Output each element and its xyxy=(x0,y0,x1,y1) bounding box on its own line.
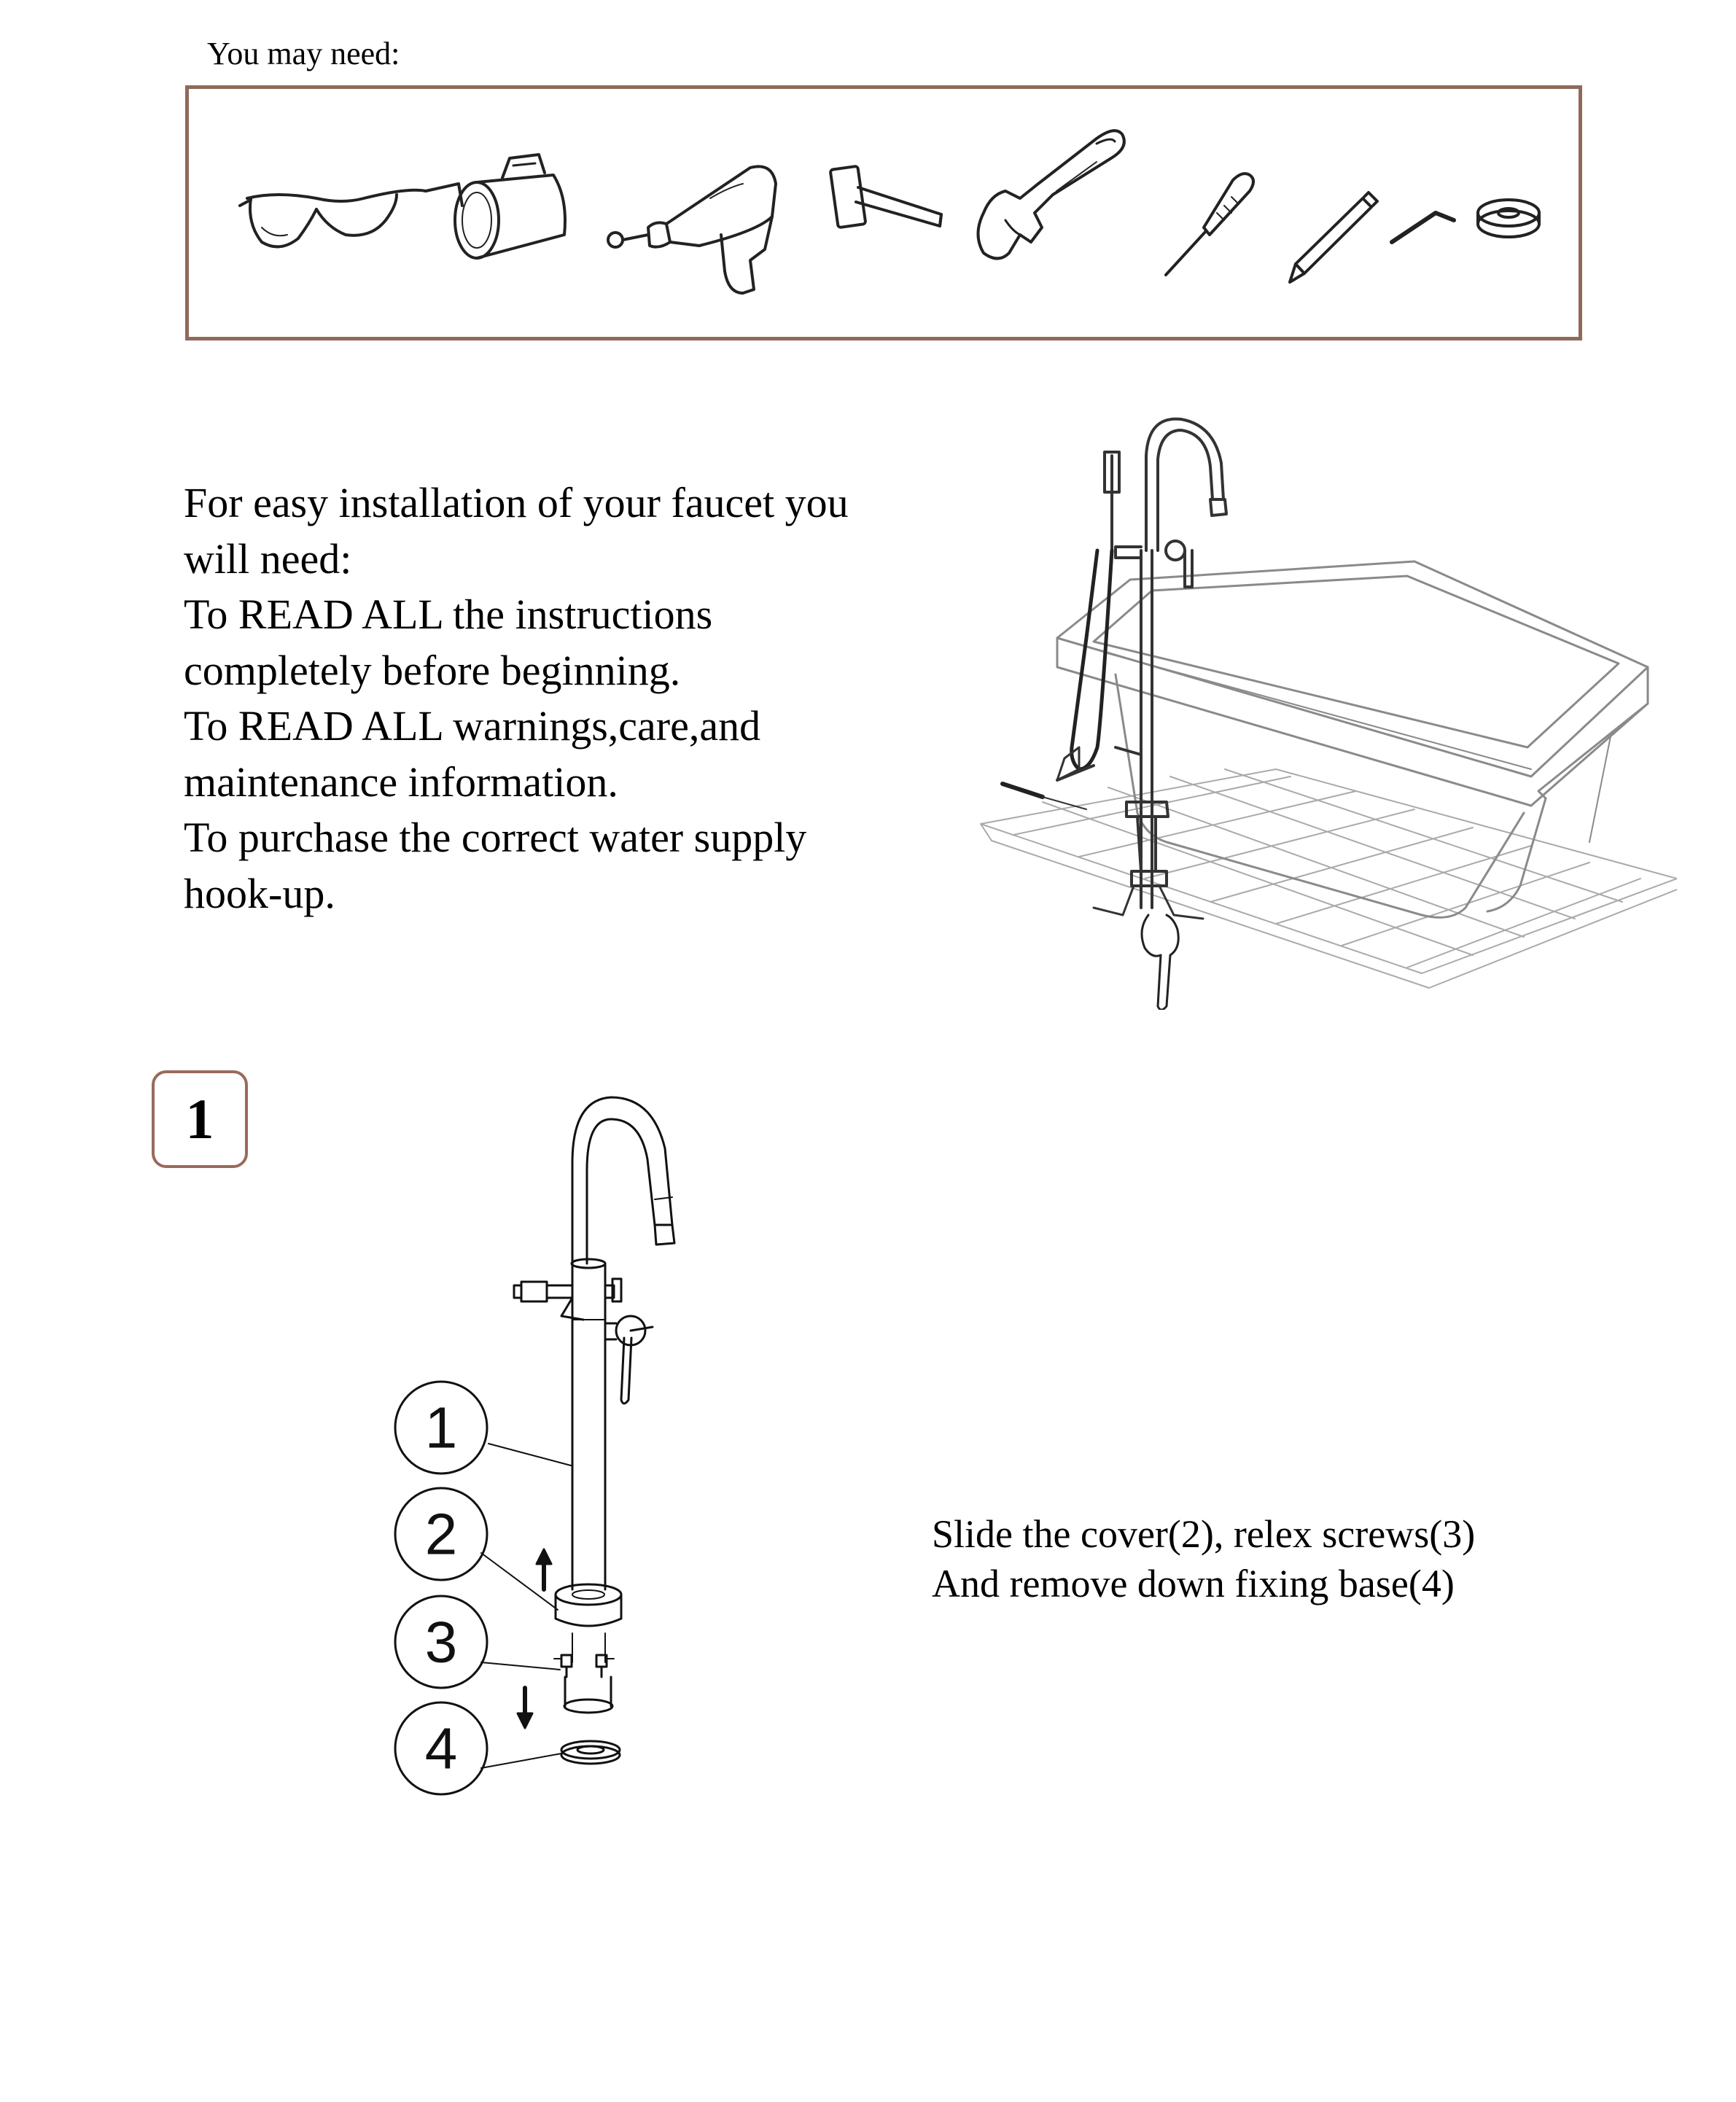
screws-part-icon xyxy=(554,1633,614,1677)
step-instruction-line: Slide the cover(2), relex screws(3) xyxy=(932,1512,1476,1556)
caulk-gun-icon xyxy=(608,166,776,293)
intro-line: completely before beginning. xyxy=(184,646,681,694)
svg-text:3: 3 xyxy=(424,1609,458,1675)
intro-line: To READ ALL the instructions xyxy=(184,591,713,638)
base-bracket-icon xyxy=(564,1677,612,1713)
svg-text:2: 2 xyxy=(424,1501,458,1567)
svg-text:1: 1 xyxy=(424,1395,458,1460)
cover-part-icon xyxy=(556,1584,621,1626)
intro-line: will need: xyxy=(184,534,352,583)
screwdriver-icon xyxy=(1166,174,1253,275)
adjustable-wrench-icon xyxy=(978,131,1124,258)
intro-text xyxy=(184,475,986,922)
step-number-badge: 1 xyxy=(152,1070,248,1168)
step-instruction-line: And remove down fixing base(4) xyxy=(932,1562,1455,1605)
arrow-up-icon xyxy=(537,1549,551,1589)
faucet-exploded-diagram xyxy=(379,1079,715,1830)
part-callout-4 xyxy=(395,1702,487,1794)
spout-icon xyxy=(572,1097,674,1264)
intro-line: To purchase the correct water supply xyxy=(184,814,807,861)
faucet-body-icon xyxy=(514,1259,653,1589)
svg-text:4: 4 xyxy=(424,1716,458,1781)
plumbers-tape-icon xyxy=(1478,200,1539,237)
intro-line: For easy installation of your faucet you xyxy=(184,479,849,526)
pencil-icon xyxy=(1290,192,1377,282)
step-instructions xyxy=(932,1509,1475,1608)
may-need-heading: You may need: xyxy=(207,36,400,71)
tools-box xyxy=(185,85,1582,340)
intro-line: hook-up. xyxy=(184,869,335,917)
hammer-icon xyxy=(830,166,941,228)
safety-glasses-icon xyxy=(240,184,462,246)
arrow-down-icon xyxy=(518,1688,532,1728)
part-callout-1 xyxy=(395,1382,487,1474)
hex-key-icon xyxy=(1392,213,1454,242)
bathtub-installation-illustration xyxy=(970,405,1677,1010)
intro-line: maintenance information. xyxy=(184,758,618,806)
intro-line: To READ ALL warnings,care,and xyxy=(184,702,761,750)
part-callout-2 xyxy=(395,1488,487,1580)
part-callout-3 xyxy=(395,1596,487,1688)
flashlight-icon xyxy=(455,155,565,258)
fixing-base-icon xyxy=(561,1741,620,1764)
